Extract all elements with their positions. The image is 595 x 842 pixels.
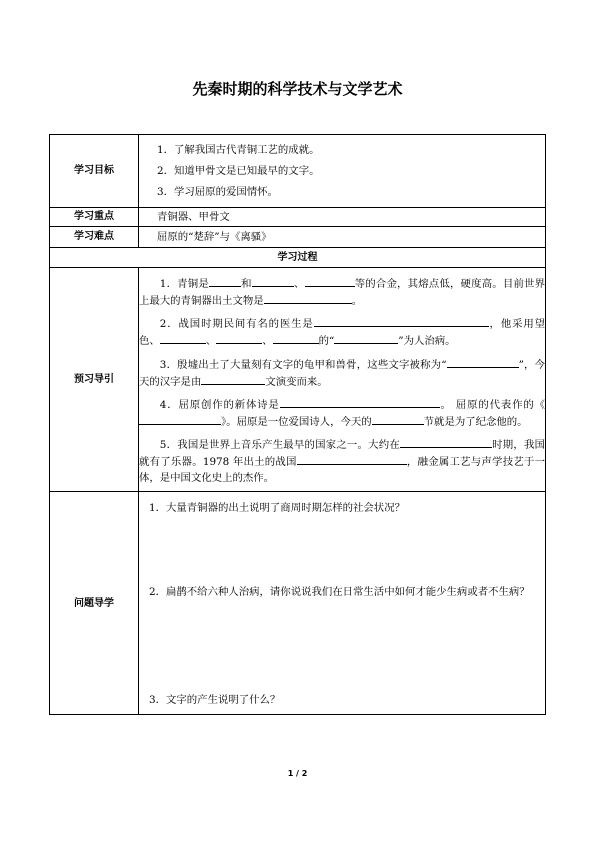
fill-blank[interactable] — [400, 436, 492, 448]
fill-blank[interactable] — [216, 332, 262, 344]
process-header-row — [50, 248, 546, 268]
fill-blank[interactable] — [252, 275, 294, 287]
questions-row — [50, 492, 546, 715]
key-label: 学习重点 — [50, 208, 139, 227]
preview-content — [139, 268, 546, 492]
page-title: 先秦时期的科学技术与文学艺术 — [192, 80, 403, 98]
difficulty-content: 屈原的“楚辞”与《离骚》 — [139, 227, 546, 248]
fill-blank[interactable] — [280, 396, 440, 408]
fill-blank[interactable] — [201, 373, 265, 385]
fill-blank[interactable] — [264, 292, 352, 304]
questions-content — [139, 492, 546, 715]
questions-label: 问题导学 — [50, 492, 139, 715]
preview-label: 预习导引 — [50, 268, 139, 492]
page-number: 1 / 2 — [287, 769, 308, 778]
fill-blank[interactable] — [334, 332, 398, 344]
preview-item-3: 3．殷墟出土了大量刻有文字的龟甲和兽骨，这些文字被称为“ ”，今天的汉字是由 文演变而来。 — [139, 356, 545, 390]
fill-blank[interactable] — [314, 315, 489, 327]
goals-content — [139, 135, 546, 208]
fill-blank[interactable] — [305, 275, 355, 287]
fill-blank[interactable] — [209, 275, 241, 287]
fill-blank[interactable] — [139, 413, 221, 425]
preview-item-2: 2．战国时期民间有名的医生是 ，他采用望色、 、 、 的“ ”为人治病。 — [139, 315, 545, 349]
goal-item: 2．知道甲骨文是已知最早的文字。 — [157, 165, 320, 177]
goal-item: 1．了解我国古代青铜工艺的成就。 — [157, 144, 320, 156]
goals-row — [50, 135, 546, 208]
fill-blank[interactable] — [160, 332, 206, 344]
fill-blank[interactable] — [297, 453, 407, 465]
question-item: 3．文字的产生说明了什么？ — [149, 694, 281, 707]
process-header: 学习过程 — [50, 248, 546, 268]
preview-item-5: 5．我国是世界上音乐产生最早的国家之一。大约在 时期，我国就有了乐器。1978 年出土的战国 ，融金属工艺与声学技艺于一体，是中国文化史上的杰作。 — [139, 436, 545, 486]
difficulty-label: 学习难点 — [50, 227, 139, 248]
fill-blank[interactable] — [372, 413, 424, 425]
preview-item-4: 4．屈原创作的新体诗是 。 屈原的代表作的《》。屈原是一位爱国诗人，今天的 节就是为了纪念他的。 — [139, 396, 545, 430]
key-row — [50, 208, 546, 227]
goals-label: 学习目标 — [50, 135, 139, 208]
preview-row — [50, 268, 546, 492]
difficulty-row — [50, 227, 546, 248]
question-item: 2．扁鹊不给六种人治病，请你说说我们在日常生活中如何才能少生病或者不生病？ — [149, 586, 530, 599]
preview-item-1: 1．青铜是 和 、 等的合金，其熔点低，硬度高。目前世界上最大的青铜器出土文物是 。 — [139, 275, 545, 309]
question-item: 1．大量青铜器的出土说明了商周时期怎样的社会状况？ — [149, 502, 405, 515]
fill-blank[interactable] — [273, 332, 319, 344]
fill-blank[interactable] — [447, 356, 519, 368]
key-content: 青铜器、甲骨文 — [139, 208, 546, 227]
study-table — [49, 134, 546, 715]
goal-item: 3．学习屈原的爱国情怀。 — [157, 186, 278, 198]
